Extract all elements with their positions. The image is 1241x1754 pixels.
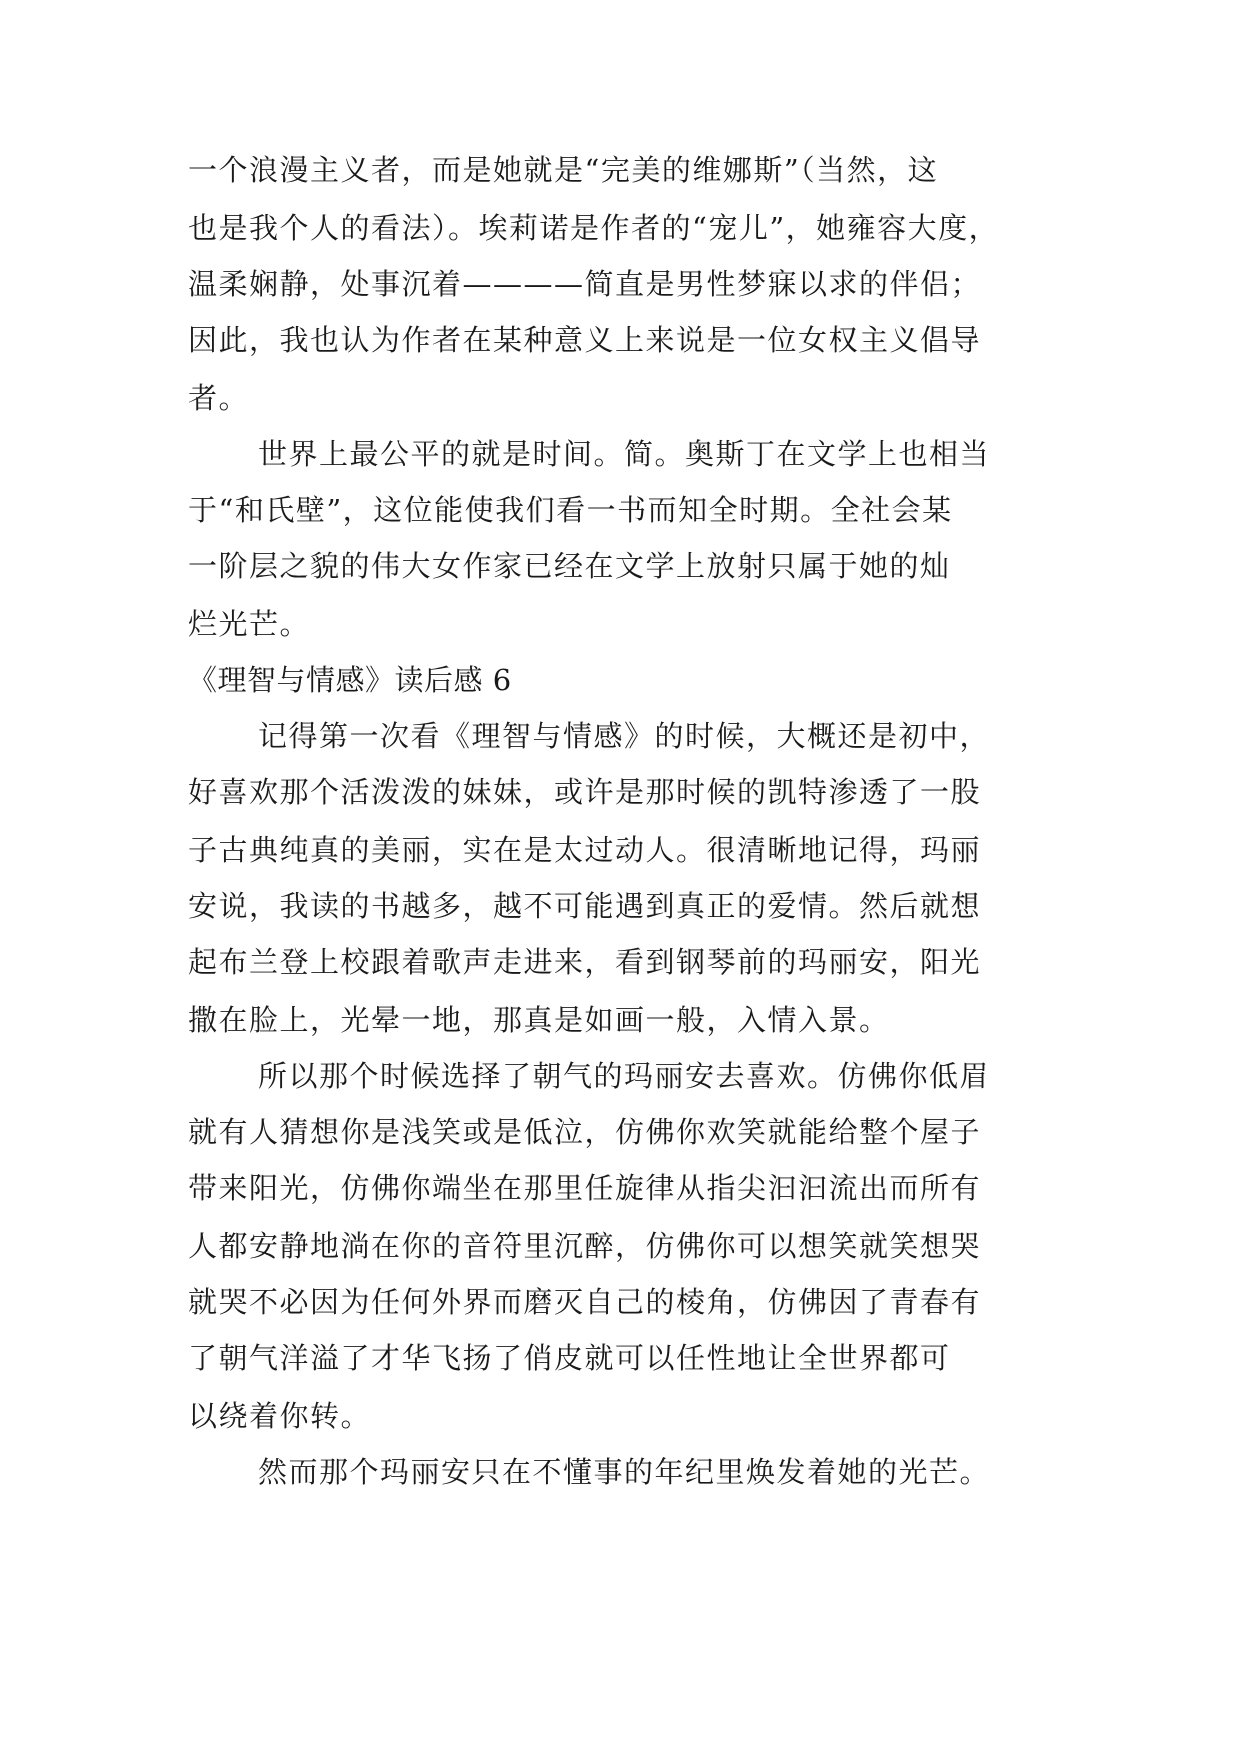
text-line: 一阶层之貌的伟大女作家已经在文学上放射只属于她的灿 [188, 549, 951, 583]
text-line: 子古典纯真的美丽，实在是太过动人。很清晰地记得，玛丽 [188, 833, 982, 867]
text-line: 温柔娴静，处事沉着————简直是男性梦寐以求的伴侣； [188, 267, 982, 301]
text-line: 一个浪漫主义者，而是她就是“完美的维娜斯”（当然，这 [188, 153, 939, 187]
text-line: 就有人猜想你是浅笑或是低泣，仿佛你欢笑就能给整个屋子 [188, 1115, 982, 1149]
text-line: 也是我个人的看法）。埃莉诺是作者的“宠儿”，她雍容大度， [188, 211, 1000, 245]
text-line: 撒在脸上，光晕一地，那真是如画一般，入情入景。 [188, 1003, 890, 1037]
text-line: 就哭不必因为任何外界而磨灭自己的棱角，仿佛因了青春有 [188, 1285, 982, 1319]
text-line: 以绕着你转。 [188, 1399, 372, 1433]
text-line: 记得第一次看《理智与情感》的时候，大概还是初中， [258, 719, 991, 753]
text-line: 带来阳光，仿佛你端坐在那里任旋律从指尖汩汩流出而所有 [188, 1171, 982, 1205]
text-line: 世界上最公平的就是时间。简。奥斯丁在文学上也相当 [258, 437, 991, 471]
text-line: 好喜欢那个活泼泼的妹妹，或许是那时候的凯特渗透了一股 [188, 775, 982, 809]
text-line: 所以那个时候选择了朝气的玛丽安去喜欢。仿佛你低眉 [258, 1059, 991, 1093]
text-line: 了朝气洋溢了才华飞扬了俏皮就可以任性地让全世界都可 [188, 1341, 951, 1375]
text-line: 烂光芒。 [188, 607, 311, 641]
text-line: 者。 [188, 381, 250, 415]
text-line: 起布兰登上校跟着歌声走进来，看到钢琴前的玛丽安，阳光 [188, 945, 982, 979]
text-line: 于“和氏壁”，这位能使我们看一书而知全时期。全社会某 [188, 493, 953, 527]
section-heading: 《理智与情感》读后感 6 [188, 663, 512, 697]
text-line: 安说，我读的书越多，越不可能遇到真正的爱情。然后就想 [188, 889, 982, 923]
text-line: 因此，我也认为作者在某种意义上来说是一位女权主义倡导 [188, 323, 982, 357]
text-line: 然而那个玛丽安只在不懂事的年纪里焕发着她的光芒。 [258, 1455, 991, 1489]
text-line: 人都安静地淌在你的音符里沉醉，仿佛你可以想笑就笑想哭 [188, 1229, 982, 1263]
